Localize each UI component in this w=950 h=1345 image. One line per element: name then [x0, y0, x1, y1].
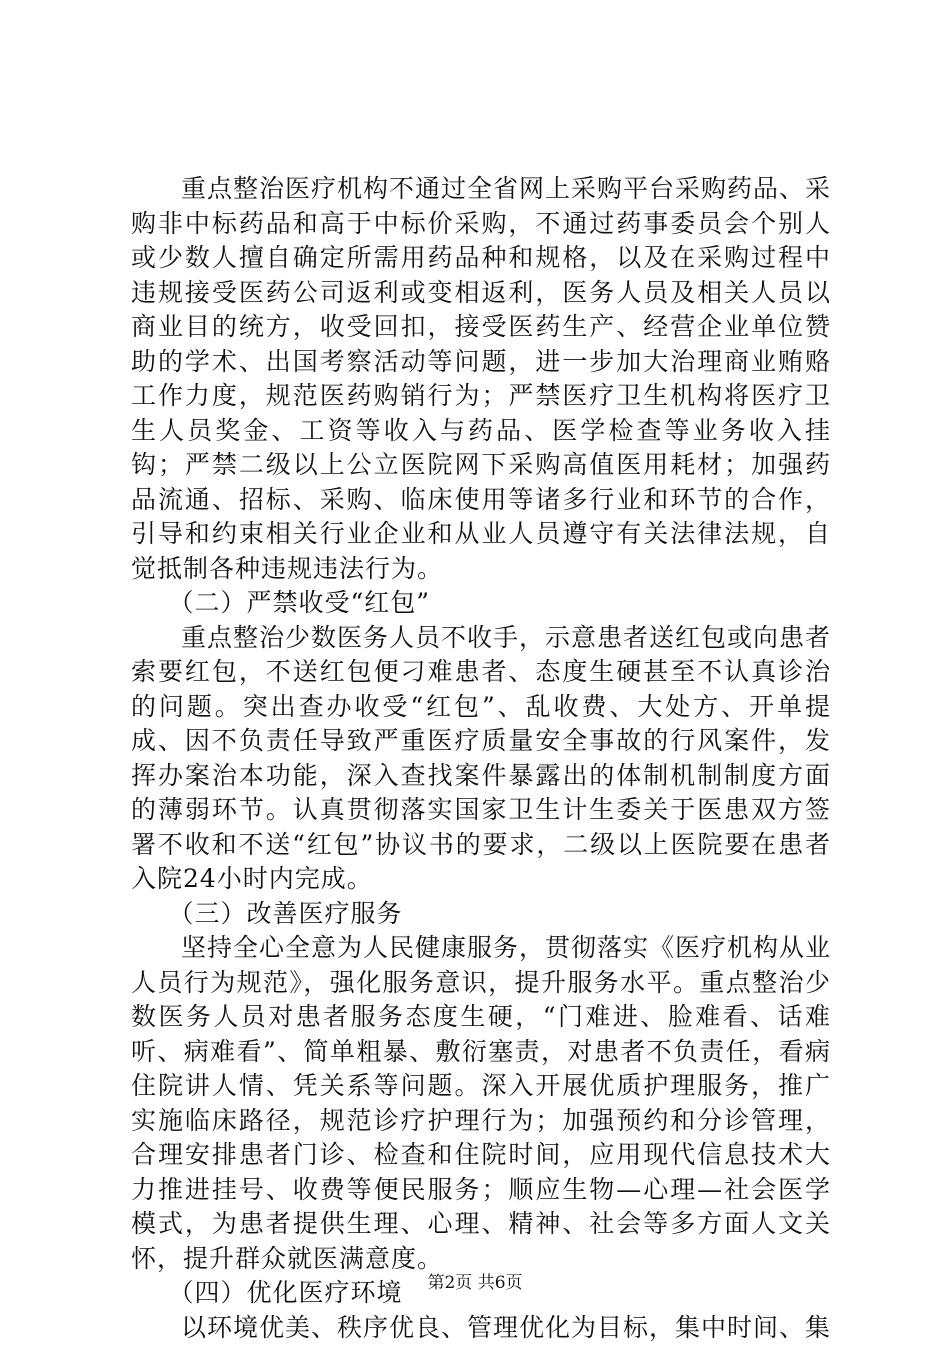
- paragraph-medical-environment: 以环境优美、秩序优良、管理优化为目标，集中时间、集: [131, 1311, 831, 1345]
- document-body: [131, 172, 831, 1345]
- paragraph-red-envelope: 重点整治少数医务人员不收手，示意患者送红包或向患者索要红包，不送红包便刁难患者、态度生硬甚至不认真诊治的问题。突出查办收受“红包”、乱收费、大处方、开单提成、因不负责任导致严重医疗质量安全事故的行风案件，发挥办案治本功能，深入查找案件暴露出的体制机制制度方面的薄弱环节。认真贯彻落实国家卫生计生委关于医患双方签署不收和不送“红包”协议书的要求，二级以上医院要在患者入院24小时内完成。: [131, 621, 831, 897]
- section-heading-medical-service: （三）改善医疗服务: [131, 897, 831, 932]
- section-heading-red-envelope: （二）严禁收受“红包”: [131, 586, 831, 621]
- paragraph-medical-service: 坚持全心全意为人民健康服务，贯彻落实《医疗机构从业人员行为规范》，强化服务意识，提升服务水平。重点整治少数医务人员对患者服务态度生硬，“门难进、脸难看、话难听、病难看”、简单粗暴、敷衍塞责，对患者不负责任，看病住院讲人情、凭关系等问题。深入开展优质护理服务，推广实施临床路径，规范诊疗护理行为；加强预约和分诊管理，合理安排患者门诊、检查和住院时间，应用现代信息技术大力推进挂号、收费等便民服务；顺应生物—心理—社会医学模式，为患者提供生理、心理、精神、社会等多方面人文关怀，提升群众就医满意度。: [131, 931, 831, 1276]
- page-number-label: 第2页 共6页: [427, 1273, 522, 1293]
- paragraph-procurement: 重点整治医疗机构不通过全省网上采购平台采购药品、采购非中标药品和高于中标价采购，不通过药事委员会个别人或少数人擅自确定所需用药品种和规格，以及在采购过程中违规接受医药公司返利或变相返利，医务人员及相关人员以商业目的统方，收受回扣，接受医药生产、经营企业单位赞助的学术、出国考察活动等问题，进一步加大治理商业贿赂工作力度，规范医药购销行为；严禁医疗卫生机构将医疗卫生人员奖金、工资等收入与药品、医学检查等业务收入挂钩；严禁二级以上公立医院网下采购高值医用耗材；加强药品流通、招标、采购、临床使用等诸多行业和环节的合作，引导和约束相关行业企业和从业人员遵守有关法律法规，自觉抵制各种违规违法行为。: [131, 172, 831, 586]
- page-footer: [0, 1268, 950, 1293]
- section-heading-medical-environment: （四）优化医疗环境: [131, 1276, 831, 1311]
